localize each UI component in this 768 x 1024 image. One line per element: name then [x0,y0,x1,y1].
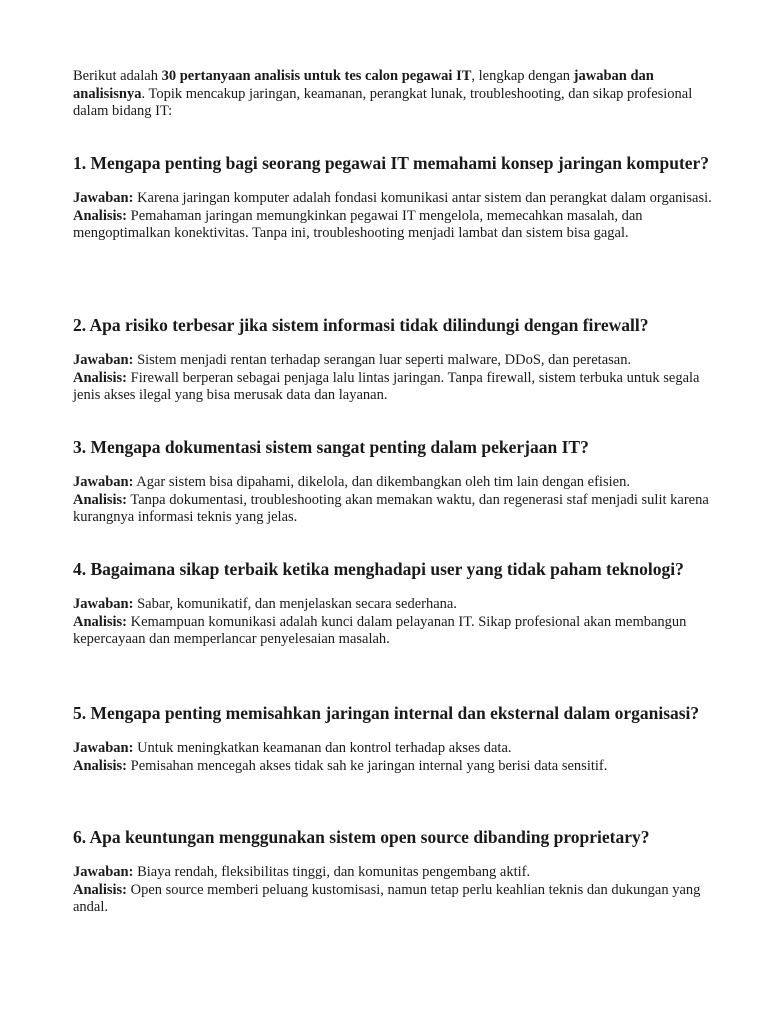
analysis-6 [73,882,713,917]
answer-3 [73,474,713,492]
intro-paragraph [73,68,713,121]
analysis-label: Analisis: [73,881,127,898]
analysis-2 [73,370,713,405]
intro-prefix: Berikut adalah [73,68,162,84]
question-title-3: 3. Mengapa dokumentasi sistem sangat penting dalam pekerjaan IT? [73,437,589,457]
answer-text-1: Karena jaringan komputer adalah fondasi komunikasi antar sistem dan perangkat dalam organisasi. [137,190,712,206]
answer-text-4: Sabar, komunikatif, dan menjelaskan secara sederhana. [137,596,457,612]
analysis-label: Analisis: [73,613,127,630]
analysis-label: Analisis: [73,369,127,386]
answer-label: Jawaban: [73,474,134,490]
question-title-2: 2. Apa risiko terbesar jika sistem informasi tidak dilindungi dengan firewall? [73,315,649,335]
answer-label: Jawaban: [73,740,134,756]
analysis-text-1: Pemahaman jaringan memungkinkan pegawai IT mengelola, memecahkan masalah, dan mengoptimalkan konektivitas. Tanpa ini, troubleshooting menjadi lambat dan sistem bisa gagal. [73,207,643,241]
analysis-1 [73,208,713,243]
analysis-text-2: Firewall berperan sebagai penjaga lalu lintas jaringan. Tanpa firewall, sistem terbuka untuk segala jenis akses ilegal yang bisa merusak data dan layanan. [73,369,700,403]
answer-6 [73,864,713,882]
question-block-3 [73,436,713,527]
question-title-4: 4. Bagaimana sikap terbaik ketika menghadapi user yang tidak paham teknologi? [73,559,684,579]
answer-1 [73,190,713,208]
analysis-text-4: Kemampuan komunikasi adalah kunci dalam pelayanan IT. Sikap profesional akan membangun kepercayaan dan memperlancar penyelesaian masalah. [73,613,687,647]
question-block-1 [73,152,713,243]
analysis-label: Analisis: [73,207,127,224]
question-title-5: 5. Mengapa penting memisahkan jaringan internal dan eksternal dalam organisasi? [73,703,700,723]
intro-suffix: . Topik mencakup jaringan, keamanan, perangkat lunak, troubleshooting, dan sikap profesional dalam bidang IT: [73,85,693,119]
answer-label: Jawaban: [73,352,134,368]
answer-label: Jawaban: [73,190,134,206]
answer-text-6: Biaya rendah, fleksibilitas tinggi, dan komunitas pengembang aktif. [137,864,531,880]
answer-label: Jawaban: [73,864,134,880]
question-title-1: 1. Mengapa penting bagi seorang pegawai IT memahami konsep jaringan komputer? [73,153,710,173]
analysis-3 [73,492,713,527]
question-title-6: 6. Apa keuntungan menggunakan sistem open source dibanding proprietary? [73,827,650,847]
analysis-text-5: Pemisahan mencegah akses tidak sah ke jaringan internal yang berisi data sensitif. [130,757,608,774]
answer-text-2: Sistem menjadi rentan terhadap serangan luar seperti malware, DDoS, dan peretasan. [137,352,632,368]
question-block-6 [73,826,713,917]
answer-5 [73,740,713,758]
answer-2 [73,352,713,370]
question-block-5 [73,702,713,775]
analysis-text-6: Open source memberi peluang kustomisasi, namun tetap perlu keahlian teknis dan dukungan yang andal. [73,881,701,915]
question-block-4 [73,558,713,649]
intro-bold-answers: jawaban dan analisisnya [73,68,654,102]
analysis-label: Analisis: [73,757,127,774]
analysis-4 [73,614,713,649]
answer-4 [73,596,713,614]
answer-text-3: Agar sistem bisa dipahami, dikelola, dan dikembangkan oleh tim lain dengan efisien. [136,474,630,490]
answer-text-5: Untuk meningkatkan keamanan dan kontrol terhadap akses data. [137,740,512,756]
analysis-5 [73,758,713,776]
analysis-text-3: Tanpa dokumentasi, troubleshooting akan memakan waktu, dan regenerasi staf menjadi sulit karena kurangnya informasi teknis yang jelas. [73,491,709,525]
question-block-2 [73,314,713,405]
intro-middle: , lengkap dengan [471,68,574,84]
intro-bold-topic: 30 pertanyaan analisis untuk tes calon pegawai IT [161,68,472,84]
answer-label: Jawaban: [73,596,134,612]
document-page [73,68,713,915]
analysis-label: Analisis: [73,491,127,508]
